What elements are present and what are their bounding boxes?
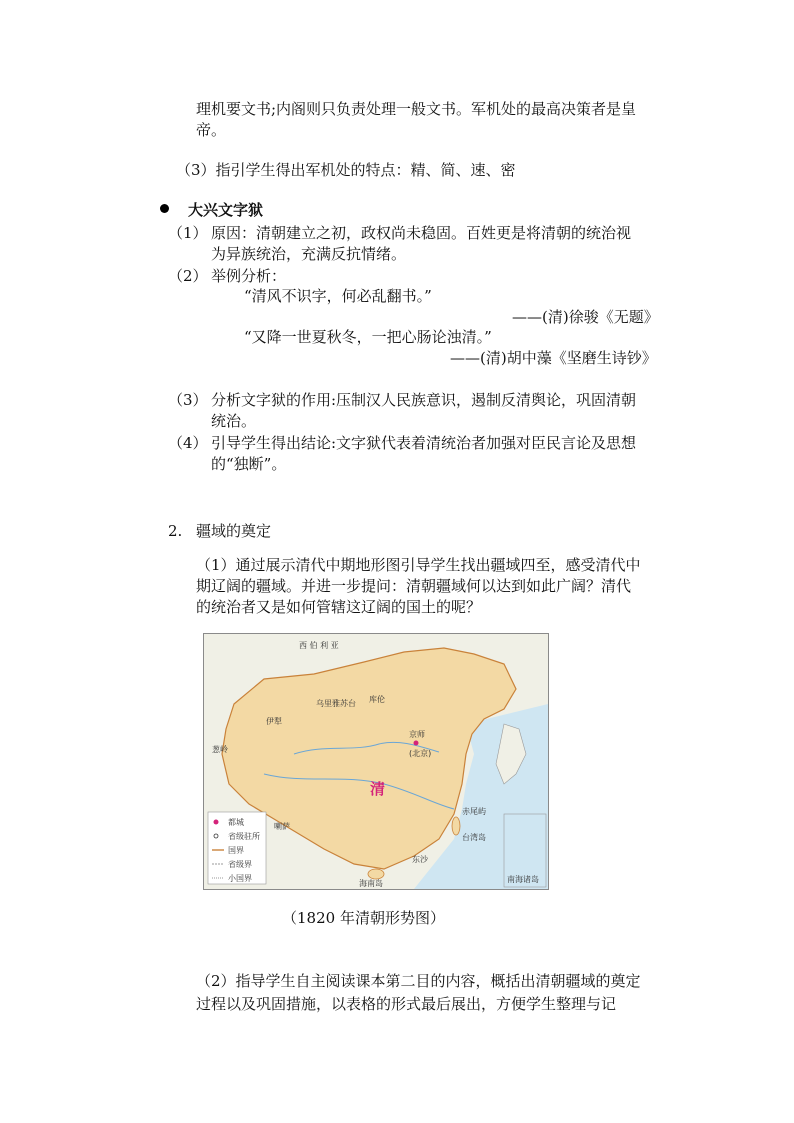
label-chiwei: 赤尾屿	[462, 807, 486, 816]
label-kulun: 库伦	[369, 695, 385, 704]
junjichu-point-3: （3）指引学生得出军机处的特点：精、简、速、密	[176, 161, 516, 179]
label-congling: 葱岭	[212, 745, 228, 754]
poem-2-author: ——(清)胡中藻《坚磨生诗钞》	[450, 349, 657, 367]
legend-border-label: 国界	[228, 846, 244, 855]
poem-1-author: ——(清)徐骏《无题》	[512, 308, 659, 326]
para-1-line-1: （1）通过展示清代中期地形图引导学生找出疆域四至，感受清代中	[196, 556, 641, 574]
bullet-icon	[160, 204, 169, 213]
label-dongsha: 东沙	[412, 855, 428, 864]
section-2-number: 2.	[168, 522, 183, 540]
hainan-island	[368, 869, 384, 879]
item-2-number: （2）	[168, 267, 208, 285]
item-3-line-1: 分析文字狱的作用:压制汉人民族意识，遏制反清舆论，巩固清朝	[211, 391, 637, 409]
item-4-line-2: 的“独断”。	[211, 455, 287, 473]
para-1-line-2: 期辽阔的疆域。并进一步提问：清朝疆域何以达到如此广阔？清代	[196, 577, 632, 595]
poem-2-quote: “又降一世夏秋冬，一把心肠论浊清。”	[244, 328, 492, 346]
item-4-line-1: 引导学生得出结论:文字狱代表着清统治者加强对臣民言论及思想	[211, 434, 637, 452]
label-siberia: 西 伯 利 亚	[299, 641, 339, 650]
inset-label: 南海诸岛	[507, 875, 539, 884]
item-3-line-2: 统治。	[211, 412, 257, 430]
item-2-text: 举例分析：	[211, 267, 287, 285]
poem-1-quote: “清风不识字，何必乱翻书。”	[244, 287, 432, 305]
legend-capital-label: 都城	[228, 818, 244, 827]
intro-line-2: 帝。	[196, 121, 227, 139]
section-2-title: 疆域的奠定	[196, 522, 272, 540]
label-lhasa: 喇萨	[274, 822, 290, 831]
qing-territory-map	[203, 633, 549, 890]
section-title-wenziyu: 大兴文字狱	[188, 201, 264, 219]
legend-capital-icon	[214, 820, 219, 825]
label-hainan: 海南岛	[359, 879, 383, 888]
label-taiwan: 台湾岛	[462, 833, 486, 842]
para-1-line-3: 的统治者又是如何管辖这辽阔的国土的呢？	[196, 598, 482, 616]
legend-lesser-label: 小国界	[228, 874, 252, 883]
label-uliastai: 乌里雅苏台	[316, 699, 356, 708]
item-1-number: （1）	[168, 224, 208, 242]
legend-province-label: 省级界	[228, 860, 252, 869]
capital-marker-icon	[414, 741, 419, 746]
taiwan-island	[452, 817, 460, 835]
legend-seat-label: 省级驻所	[228, 832, 260, 841]
label-yili: 伊犁	[266, 717, 282, 726]
label-jingshi: 京师	[409, 730, 425, 739]
map-graphic	[204, 634, 548, 889]
map-caption: （1820 年清朝形势图）	[282, 909, 445, 927]
label-qing: 清	[370, 780, 386, 798]
para-2-line-1: （2）指导学生自主阅读课本第二目的内容，概括出清朝疆域的奠定	[196, 972, 641, 990]
item-1-line-2: 为异族统治，充满反抗情绪。	[211, 245, 407, 263]
item-4-number: （4）	[168, 434, 208, 452]
label-beijing: (北京)	[409, 749, 432, 758]
para-2-line-2: 过程以及巩固措施，以表格的形式最后展出，方便学生整理与记	[196, 995, 617, 1013]
item-3-number: （3）	[168, 391, 208, 409]
intro-line-1: 理机要文书;内阁则只负责处理一般文书。军机处的最高决策者是皇	[196, 100, 637, 118]
item-1-line-1: 原因：清朝建立之初，政权尚未稳固。百姓更是将清朝的统治视	[211, 224, 632, 242]
